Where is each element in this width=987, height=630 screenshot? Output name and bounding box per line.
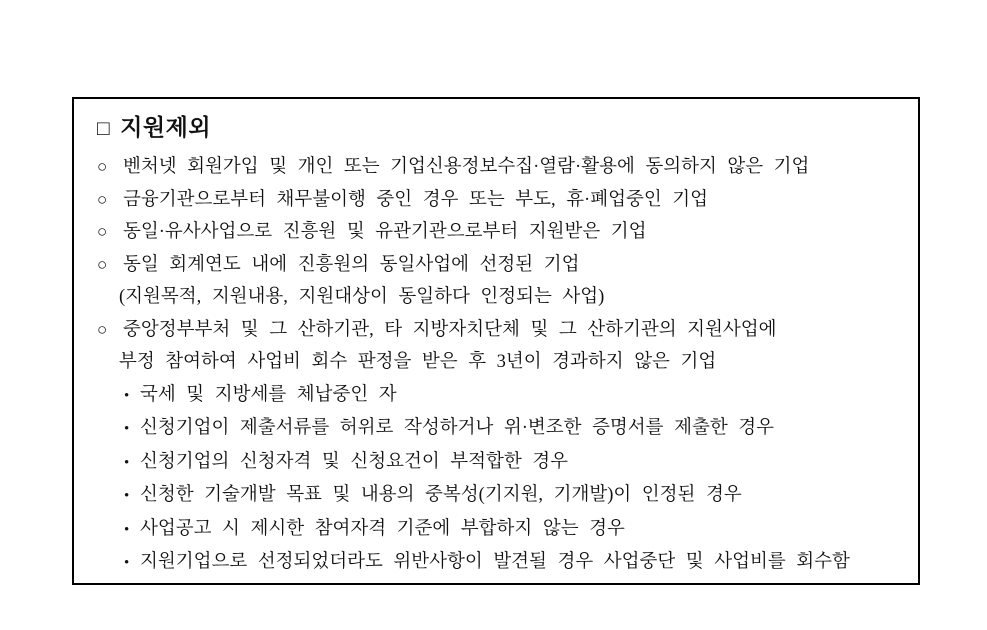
square-bullet-icon: □ (97, 116, 111, 140)
list-item-text: 지원기업으로 선정되었더라도 위반사항이 발견될 경우 사업중단 및 사업비를 회수함 (140, 552, 850, 572)
list-item-text: 사업공고 시 제시한 참여자격 기준에 부합하지 않는 경우 (140, 518, 625, 539)
dot-bullet-icon: • (124, 387, 130, 404)
section-title-text: 지원제외 (120, 115, 212, 140)
circle-bullet-icon: ○ (97, 222, 108, 241)
circle-bullet-icon: ○ (97, 319, 108, 339)
list-item-text: 중앙정부부처 및 그 산하기관, 타 지방자치단체 및 그 산하기관의 지원사업에 (123, 319, 777, 340)
list-subitem (97, 479, 898, 513)
list-item-text: 신청한 기술개발 목표 및 내용의 중복성(기지원, 기개발)이 인정된 경우 (140, 485, 742, 505)
list-subitem (97, 546, 898, 580)
list-item-continuation (97, 346, 898, 379)
list-item-text: 부정 참여하여 사업비 회수 판정을 받은 후 3년이 경과하지 않은 기업 (119, 352, 717, 372)
list-subitem (97, 379, 898, 413)
list-subitem (97, 446, 898, 480)
dot-bullet-icon: • (124, 454, 130, 471)
list-item-text: 벤처넷 회원가입 및 개인 또는 기업신용정보수집·열람·활용에 동의하지 않은 기업 (123, 157, 810, 177)
list-item-text: 금융기관으로부터 채무불이행 중인 경우 또는 부도, 휴·폐업중인 기업 (123, 189, 708, 210)
list-item (97, 151, 898, 184)
section-title (97, 110, 898, 146)
dot-bullet-icon: • (124, 421, 130, 437)
list-item-text: 신청기업의 신청자격 및 신청요건이 부적합한 경우 (140, 451, 569, 472)
list-item-text: 신청기업이 제출서류를 허위로 작성하거나 위·변조한 증명서를 제출한 경우 (140, 418, 774, 438)
list-item-text: 국세 및 지방세를 체납중인 자 (140, 384, 397, 405)
exclusion-section-box (72, 97, 920, 585)
list-item-continuation (97, 281, 898, 314)
list-item (97, 314, 898, 347)
list-item (97, 216, 898, 249)
list-item (97, 249, 898, 282)
circle-bullet-icon: ○ (97, 189, 108, 209)
list-item-text: (지원목적, 지원내용, 지원대상이 동일하다 인정되는 사업) (119, 287, 605, 307)
list-item-text: 동일 회계연도 내에 진흥원의 동일사업에 선정된 기업 (123, 254, 580, 275)
dot-bullet-icon: • (124, 488, 130, 504)
circle-bullet-icon: ○ (97, 157, 108, 176)
list-item-text: 동일·유사사업으로 진흥원 및 유관기관으로부터 지원받은 기업 (123, 222, 647, 242)
dot-bullet-icon: • (124, 555, 130, 571)
list-item (97, 184, 898, 217)
list-subitem (97, 513, 898, 547)
dot-bullet-icon: • (124, 521, 130, 538)
exclusion-list (97, 151, 898, 580)
list-subitem (97, 412, 898, 446)
circle-bullet-icon: ○ (97, 254, 108, 274)
